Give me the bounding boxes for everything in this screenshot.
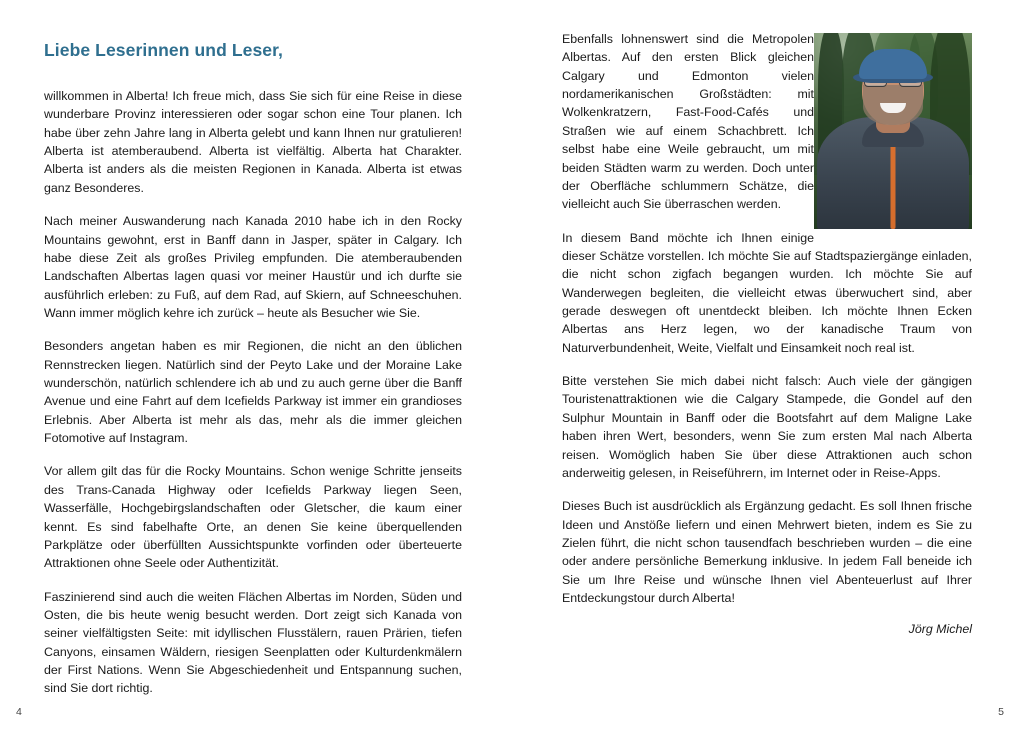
paragraph: Besonders angetan haben es mir Regionen, die nicht an den üblichen Rennstrecken liegen. Natürlich sind der Peyto Lake und der Moraine Lake wunderschön, natürlich schlendere ich ab und zu auch gerne über die Banff Avenue und eine Fahrt auf dem Icefields Parkway ist immer ein grandioses Erlebnis. Aber Alberta ist mehr als das, mehr als die immer gleichen Fotomotive auf Instagram.	[44, 339, 462, 446]
paragraph: Vor allem gilt das für die Rocky Mountains. Schon wenige Schritte jenseits des Trans-Canada Highway oder Icefields Parkway liegen Seen, Wasserfälle, Hochgebirgslandschaften oder Gletscher, die kaum einer kennt. Es sind fabelhafte Orte, an denen Sie keine überquellenden Parkplätze oder überfüllten Aussichtspunkte vorfinden oder überteuerte Attraktionen ohne Seele oder Authentizität.	[44, 464, 462, 571]
paragraph: Nach meiner Auswanderung nach Kanada 2010 habe ich in den Rocky Mountains gewohnt, erst in Banff dann in Jasper, später in Calgary. Ich habe diese Zeit als großes Privileg empfunden. Die atemberaubenden Landschaften Albertas lagen quasi vor meiner Haustür und ich durfte sie ausführlich erleben: zu Fuß, auf dem Rad, auf Skiern, auf Schneeschuhen. Wann immer möglich kehre ich zurück – heute als Besucher wie Sie.	[44, 214, 462, 320]
paragraph: Ebenfalls lohnenswert sind die Metropolen Albertas. Auf den ersten Blick gleichen Calgary und Edmonton vielen nordamerikanischen Großstädten: mit Wolkenkratzern, Fast-Food-Cafés und Straßen wie auf einem Schachbrett. Ich selbst habe eine Weile gebraucht, um mit beiden Städten warm zu werden. Doch unter der Oberfläche schlummern Schätze, die vielleicht auch Sie überraschen werden.	[562, 32, 814, 212]
jacket-zipper	[891, 143, 896, 229]
author-signature: Jörg Michel	[908, 622, 972, 637]
right-page	[510, 0, 1020, 732]
paragraph: Dieses Buch ist ausdrücklich als Ergänzung gedacht. Es soll Ihnen frische Ideen und Anstöße liefern und einen Mehrwert bieten, indem es Sie zu Zielen führt, die nicht schon tausendfach beschrieben wurden – die eine oder andere persönliche Bemerkung inklusive. In jedem Fall beneide ich Sie um Ihre Reise und wünsche Ihnen viel Abenteuerlust auf Ihrer Entdeckungstour durch Alberta!	[562, 499, 972, 606]
page-number-right: 5	[998, 706, 1004, 718]
paragraph: willkommen in Alberta! Ich freue mich, dass Sie sich für eine Reise in diese wunderbare Provinz interessieren oder sogar schon eine Tour planen. Ich habe über zehn Jahre lang in Alberta gelebt und kann Ihnen nur gratulieren! Alberta ist atemberaubend. Alberta ist vielfältig. Alberta hat Charakter. Alberta ist anders als die meisten Regionen in Kanada. Alberta ist etwas ganz Besonderes.	[44, 89, 462, 195]
author-portrait-image	[814, 33, 972, 229]
page-number-left: 4	[16, 706, 22, 718]
paragraph: In diesem Band möchte ich Ihnen einige dieser Schätze vorstellen. Ich möchte Sie auf Stadtspaziergänge einladen, die nicht schon zigfach begangen wurden. Ich möchte Sie auf Wanderwegen begleiten, die vielleicht etwas überwuchert sind, aber gerade deswegen oft unentdeckt bleiben. Ich möchte Ihnen Ecken Albertas ans Herz legen, wo der kanadische Traum von Naturverbundenheit, Weite, Vielfalt und Einsamkeit noch real ist.	[562, 230, 972, 355]
paragraph: Bitte verstehen Sie mich dabei nicht falsch: Auch viele der gängigen Touristenattraktionen wie die Calgary Stampede, die Gondel auf den Sulphur Mountain in Banff oder die Bootsfahrt auf dem Maligne Lake haben ihren Wert, besonders, wenn Sie zum ersten Mal nach Alberta reisen. Womöglich haben Sie über diese Attraktionen auch schon anderweitig gelesen, in Reiseführern, im Internet oder in Reise-Apps.	[562, 374, 972, 480]
baseball-cap	[859, 49, 927, 79]
page-title: Liebe Leserinnen und Leser,	[44, 40, 284, 60]
author-photo-wrapper	[814, 33, 972, 229]
paragraph: Faszinierend sind auch die weiten Flächen Albertas im Norden, Süden und Osten, die bis heute wenig besucht werden. Dort zeigt sich Kanada von seiner vielfältigsten Seite: mit idyllischen Flusstälern, rauen Prärien, tiefen Canyons, einsamen Wäldern, riesigen Seenplatten oder Kulturdenkmälern der First Nations. Wenn Sie Abgeschiedenheit und Entspannung suchen, sind Sie dort richtig.	[44, 589, 462, 696]
